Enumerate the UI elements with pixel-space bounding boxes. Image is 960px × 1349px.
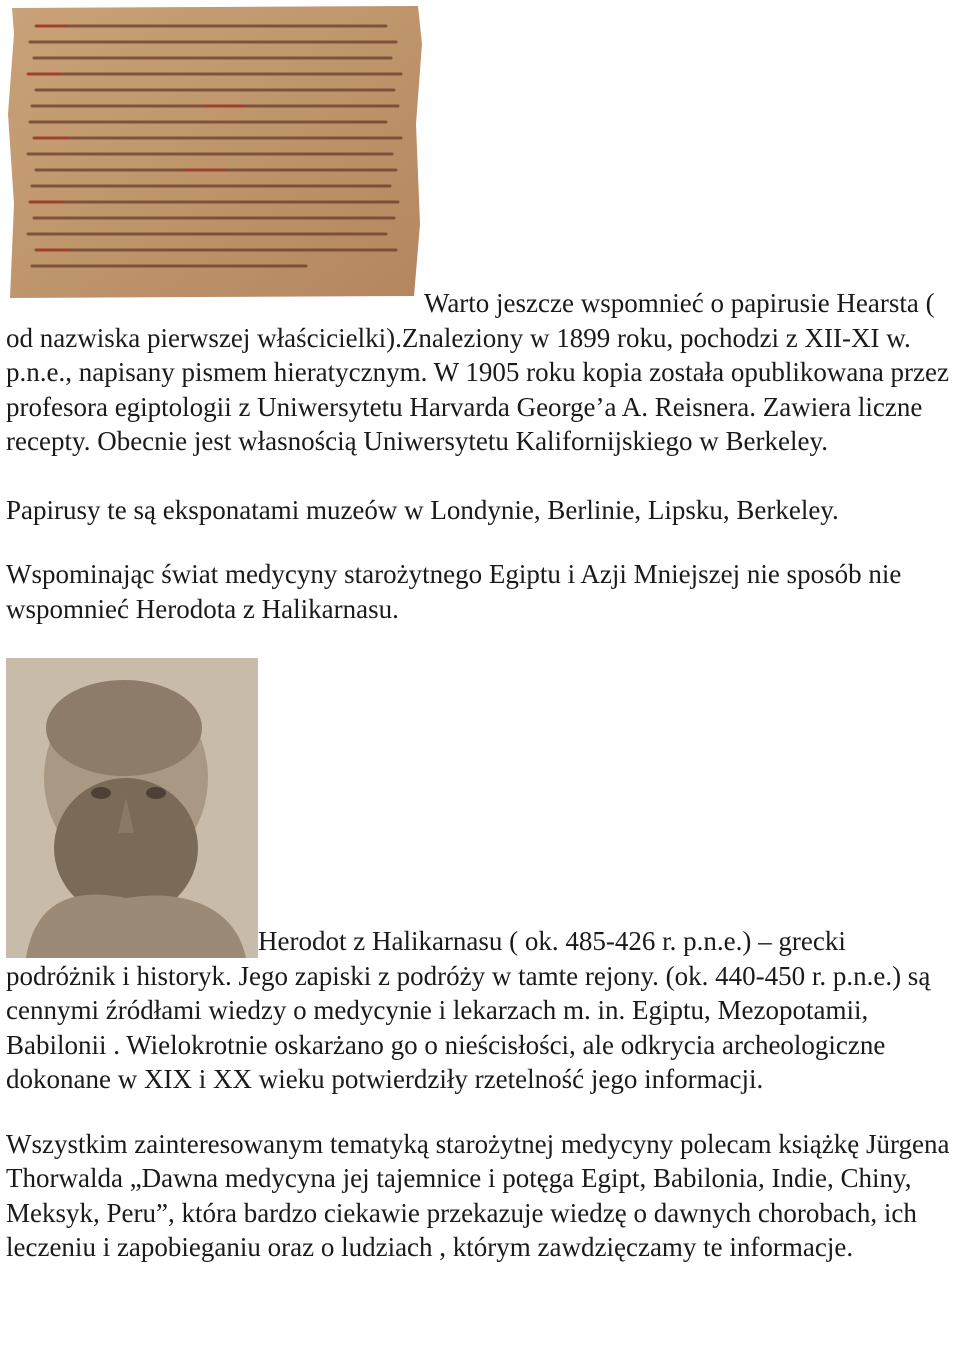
paragraph-hearst-papyrus: Warto jeszcze wspomnieć o papirusie Hearsta ( od nazwiska pierwszej właścicielki).Znaleziony w 1899 roku, pochodzi z XII-XI w. p.n.e., napisany pismem hieratycznym. W 1905 roku kopia została opublikowana przez profesora egiptologii z Uniwersytetu Harvarda George’a A. Reisnera. Zawiera liczne recepty. Obecnie jest własnością Uniwersytetu Kalifornijskiego w Berkeley. [6, 288, 949, 456]
paragraph-herodotus-intro: Wspominając świat medycyny starożytnego Egiptu i Azji Mniejszej nie sposób nie wspomnieć Herodota z Halikarnasu. [6, 559, 902, 624]
bust-illustration [6, 658, 258, 958]
herodotus-bust-image [6, 658, 258, 958]
herodotus-section [6, 658, 958, 1097]
papyrus-image [6, 4, 424, 300]
paragraph-museums: Papirusy te są eksponatami muzeów w Londynie, Berlinie, Lipsku, Berkeley. [6, 494, 839, 525]
paragraph-herodotus-bio: Herodot z Halikarnasu ( ok. 485-426 r. p.n.e.) – grecki podróżnik i historyk. Jego zapiski z podróży w tamte rejony. (ok. 440-450 r. p.n.e.) są cennymi źródłami wiedzy o medycynie i lekarzach m. in. Egiptu, Mezopotamii, Babilonii . Wielokrotnie oskarżano go o nieścisłości, ale odkrycia archeologiczne dokonane w XIX i XX wieku potwierdziły rzetelność jego informacji. [6, 926, 931, 1094]
hearst-papyrus-section [6, 4, 958, 459]
document-page [6, 4, 958, 1265]
paragraph-book-recommendation: Wszystkim zainteresowanym tematyką starożytnej medycyny polecam książkę Jürgena Thorwalda „Dawna medycyna jej tajemnice i potęga Egipt, Babilonia, Indie, Chiny, Meksyk, Peru”, która bardzo ciekawie przekazuje wiedzę o dawnych chorobach, ich leczeniu i zapobieganiu oraz o ludziach , którym zawdzięczamy te informacje. [6, 1128, 950, 1262]
papyrus-illustration [6, 4, 424, 300]
